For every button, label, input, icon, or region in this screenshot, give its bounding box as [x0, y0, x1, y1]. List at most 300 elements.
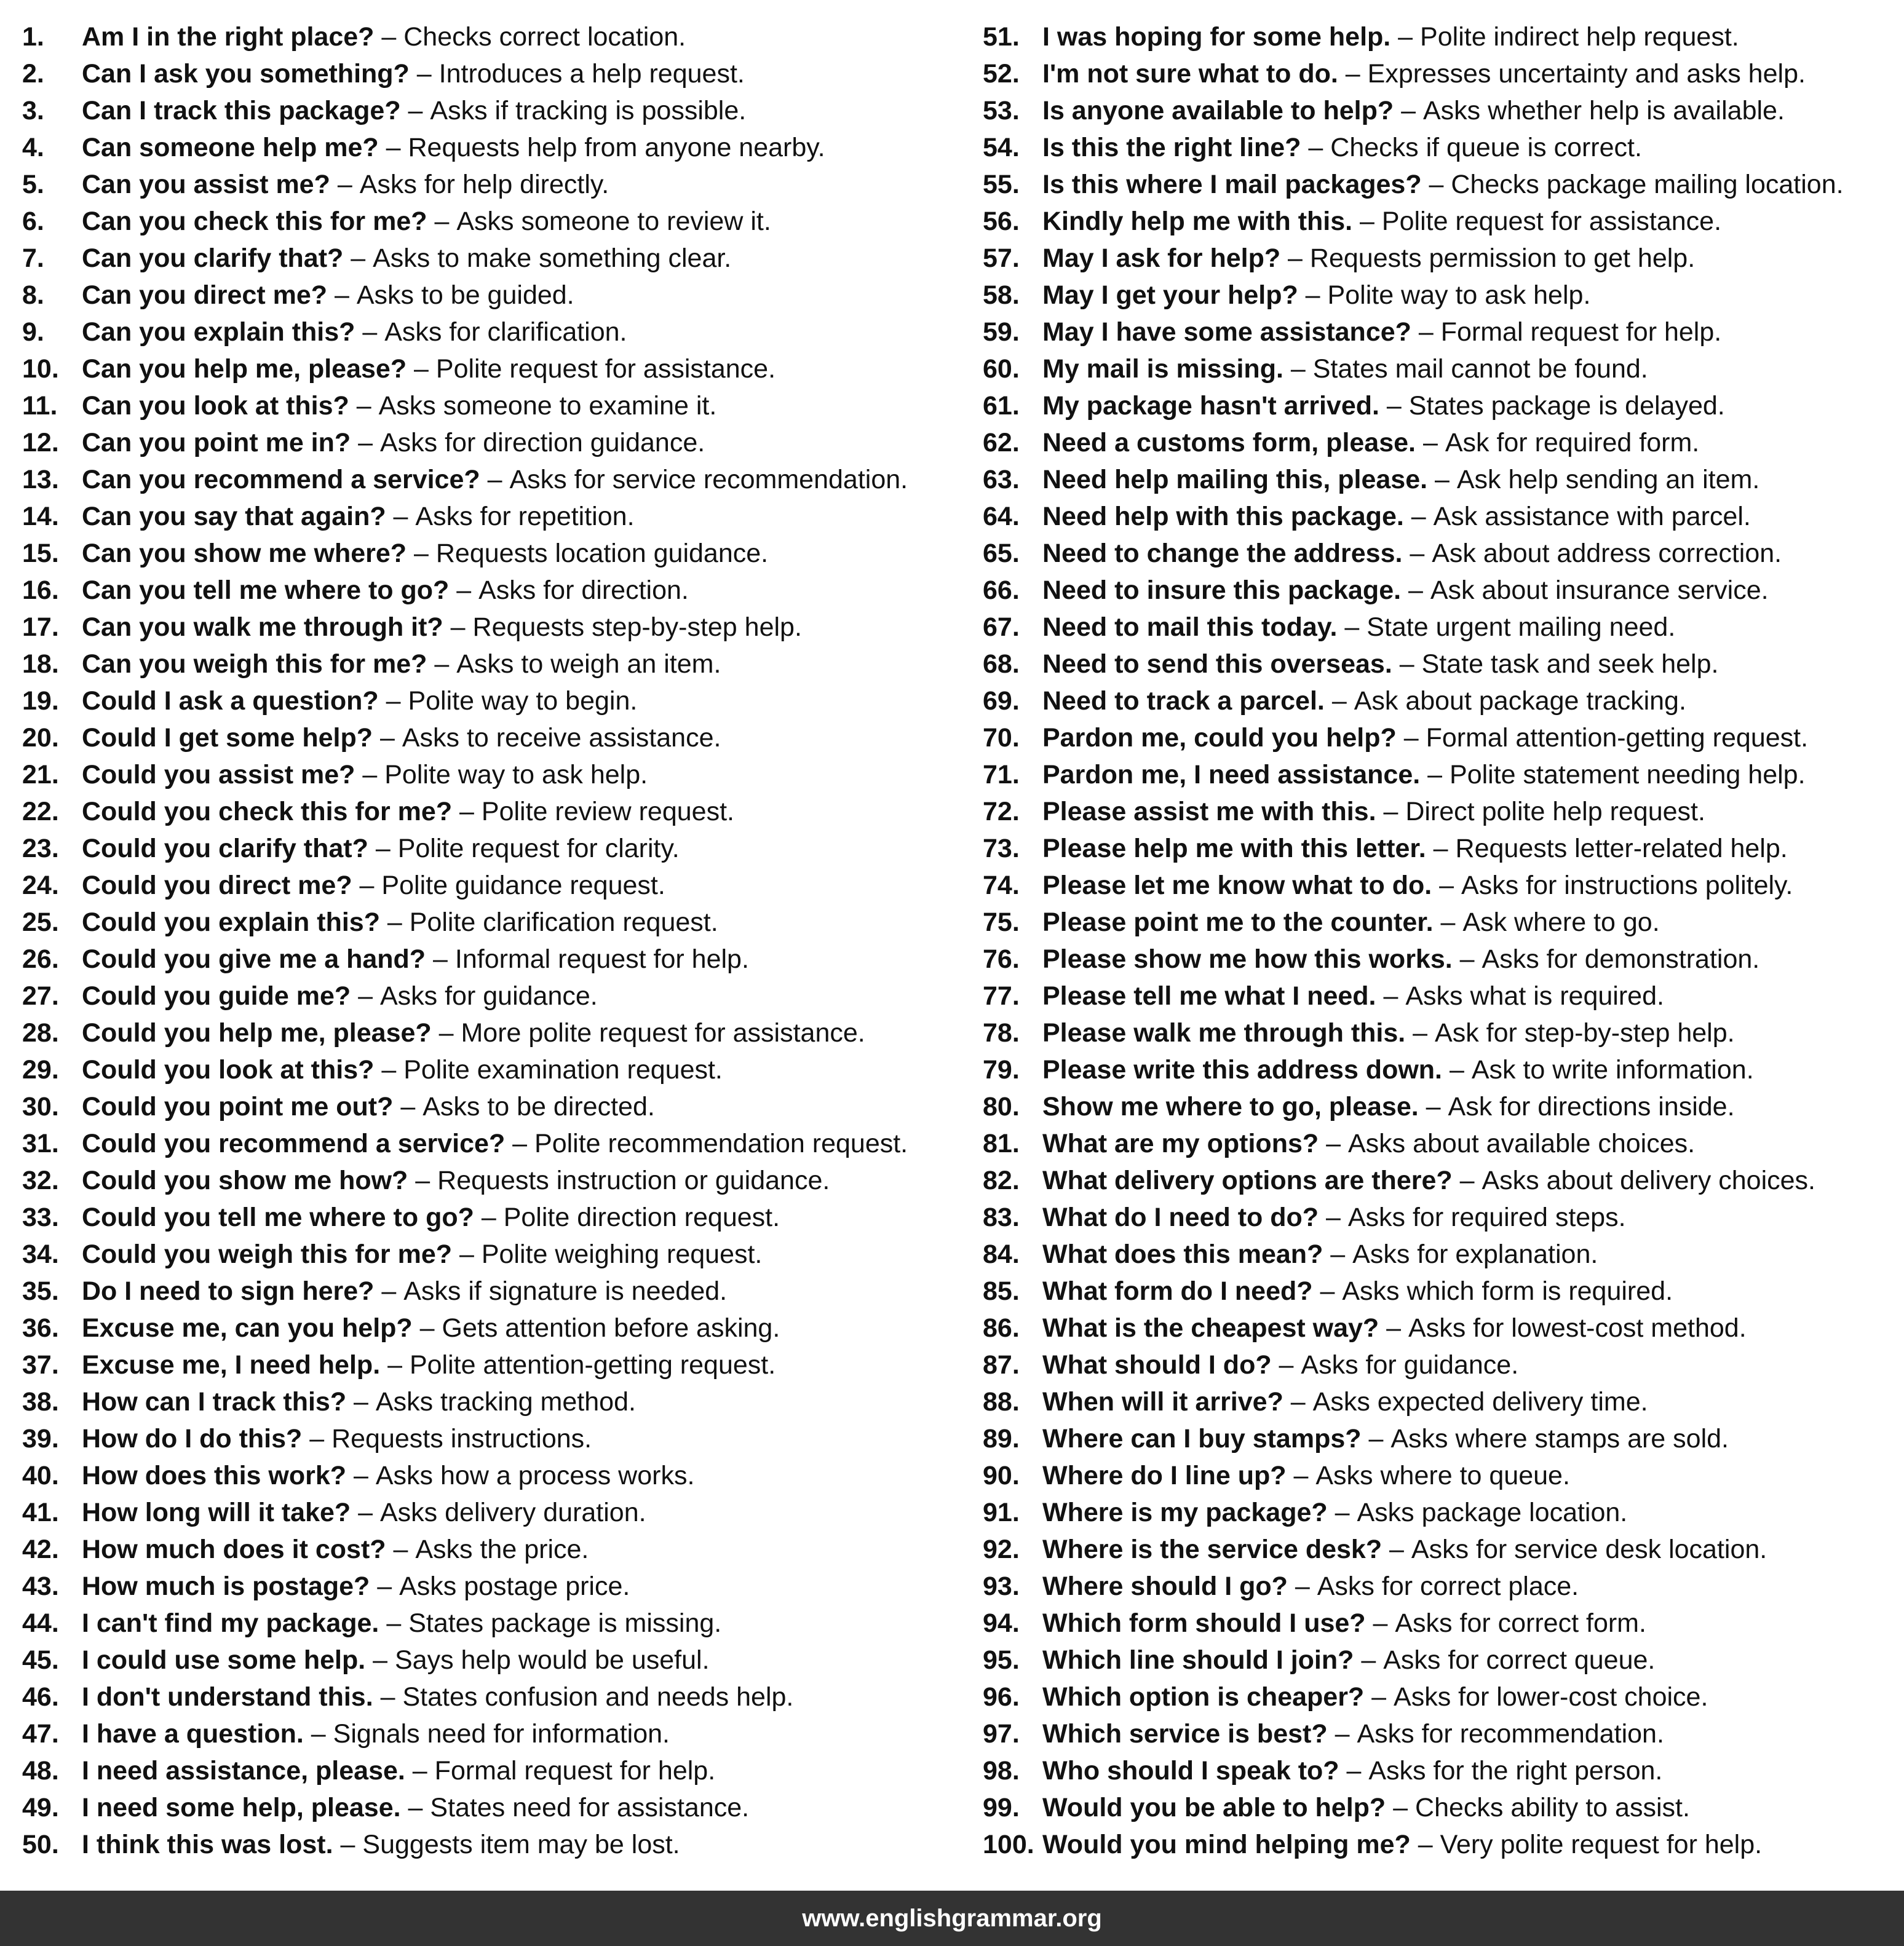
item-number: 10.	[22, 354, 59, 384]
item-description: States confusion and needs help.	[402, 1682, 794, 1712]
item-separator: –	[1420, 759, 1450, 789]
item-number: 34.	[22, 1239, 59, 1269]
item-number: 4.	[22, 132, 44, 162]
item-number: 63.	[983, 464, 1020, 494]
item-phrase: Can I ask you something?	[82, 58, 410, 89]
item-phrase: Pardon me, I need assistance.	[1042, 759, 1421, 789]
item-number: 50.	[22, 1829, 59, 1859]
item-description: Ask to write information.	[1471, 1054, 1754, 1085]
item-phrase: How long will it take?	[82, 1497, 351, 1527]
list-item	[983, 719, 1899, 756]
item-number: 40.	[22, 1460, 59, 1490]
list-item	[22, 1051, 969, 1088]
item-separator: –	[1298, 280, 1328, 310]
item-separator: –	[1426, 833, 1456, 863]
item-number: 29.	[22, 1054, 59, 1085]
item-separator: –	[412, 1313, 442, 1343]
list-item	[22, 1420, 969, 1457]
list-item	[983, 240, 1899, 277]
item-separator: –	[1418, 1091, 1448, 1121]
item-description: Ask about package tracking.	[1354, 686, 1686, 716]
list-item	[983, 1826, 1899, 1863]
item-number: 59.	[983, 317, 1020, 347]
item-description: Asks for instructions politely.	[1461, 870, 1793, 900]
item-separator: –	[352, 870, 382, 900]
list-item	[22, 1494, 969, 1531]
list-item	[22, 1088, 969, 1125]
item-separator: –	[393, 1091, 423, 1121]
list-item	[983, 756, 1899, 793]
item-separator: –	[452, 796, 482, 826]
list-item	[983, 1051, 1899, 1088]
list-item	[22, 1568, 969, 1605]
item-separator: –	[405, 1755, 435, 1786]
item-phrase: I need assistance, please.	[82, 1755, 405, 1786]
item-separator: –	[1410, 1829, 1440, 1859]
item-separator: –	[426, 944, 455, 974]
item-description: Ask about address correction.	[1432, 538, 1782, 568]
item-separator: –	[370, 1571, 400, 1601]
list-item	[22, 756, 969, 793]
list-item	[983, 1457, 1899, 1494]
item-description: Asks delivery duration.	[380, 1497, 646, 1527]
item-description: Polite statement needing help.	[1450, 759, 1806, 789]
list-item	[22, 18, 969, 55]
item-description: Polite request for clarity.	[397, 833, 680, 863]
list-item	[22, 92, 969, 129]
item-number: 36.	[22, 1313, 59, 1343]
item-number: 2.	[22, 58, 44, 89]
item-description: Checks package mailing location.	[1451, 169, 1844, 199]
item-phrase: Where is my package?	[1042, 1497, 1328, 1527]
item-phrase: Can you say that again?	[82, 501, 386, 531]
list-item	[22, 830, 969, 867]
item-description: States package is missing.	[408, 1608, 722, 1638]
list-item	[22, 904, 969, 941]
item-description: Polite weighing request.	[481, 1239, 763, 1269]
item-separator: –	[1386, 1792, 1416, 1822]
list-item	[983, 1715, 1899, 1752]
item-separator: –	[351, 981, 380, 1011]
item-number: 69.	[983, 686, 1020, 716]
item-phrase: Where should I go?	[1042, 1571, 1288, 1601]
list-item	[22, 1199, 969, 1236]
item-phrase: Could you give me a hand?	[82, 944, 426, 974]
item-separator: –	[386, 1534, 416, 1564]
item-description: Polite clarification request.	[409, 907, 718, 937]
list-item	[983, 1236, 1899, 1273]
item-phrase: I think this was lost.	[82, 1829, 333, 1859]
item-number: 100.	[983, 1829, 1034, 1859]
item-phrase: Need help mailing this, please.	[1042, 464, 1428, 494]
item-description: Formal request for help.	[434, 1755, 716, 1786]
item-description: Asks for direction guidance.	[379, 427, 705, 457]
item-description: Asks tracking method.	[375, 1386, 636, 1417]
list-item	[22, 793, 969, 830]
item-separator: –	[1280, 243, 1310, 273]
item-description: Signals need for information.	[333, 1719, 670, 1749]
item-phrase: Need to change the address.	[1042, 538, 1403, 568]
item-phrase: Which line should I join?	[1042, 1645, 1354, 1675]
item-number: 61.	[983, 390, 1020, 421]
item-phrase: Could you direct me?	[82, 870, 352, 900]
item-number: 56.	[983, 206, 1020, 236]
item-number: 47.	[22, 1719, 59, 1749]
item-separator: –	[1411, 317, 1441, 347]
item-description: Asks if tracking is possible.	[430, 95, 747, 125]
item-description: State task and seek help.	[1421, 649, 1719, 679]
item-phrase: Need to insure this package.	[1042, 575, 1402, 605]
item-number: 31.	[22, 1128, 59, 1158]
item-separator: –	[1312, 1276, 1343, 1306]
list-item	[22, 978, 969, 1015]
item-phrase: What do I need to do?	[1042, 1202, 1319, 1232]
item-phrase: Can someone help me?	[82, 132, 379, 162]
list-item	[22, 1752, 969, 1789]
item-description: Asks for correct form.	[1395, 1608, 1646, 1638]
item-phrase: Could you assist me?	[82, 759, 355, 789]
list-item	[22, 350, 969, 387]
item-description: Asks for explanation.	[1352, 1239, 1598, 1269]
item-description: Asks to receive assistance.	[402, 722, 721, 753]
item-separator: –	[346, 1460, 376, 1490]
item-description: Asks for lower-cost choice.	[1394, 1682, 1708, 1712]
item-number: 97.	[983, 1719, 1020, 1749]
item-description: Polite indirect help request.	[1420, 22, 1739, 52]
item-description: Asks for direction.	[478, 575, 689, 605]
item-separator: –	[368, 833, 398, 863]
item-phrase: How can I track this?	[82, 1386, 347, 1417]
item-number: 88.	[983, 1386, 1020, 1417]
item-separator: –	[1382, 1534, 1411, 1564]
item-description: Asks where stamps are sold.	[1390, 1423, 1729, 1454]
item-phrase: May I have some assistance?	[1042, 317, 1411, 347]
item-number: 53.	[983, 95, 1020, 125]
list-item	[22, 646, 969, 682]
item-number: 37.	[22, 1350, 59, 1380]
item-separator: –	[1339, 1755, 1369, 1786]
item-description: Polite direction request.	[503, 1202, 780, 1232]
item-description: Asks whether help is available.	[1422, 95, 1785, 125]
list-item	[983, 793, 1899, 830]
item-phrase: I could use some help.	[82, 1645, 366, 1675]
list-item	[983, 277, 1899, 314]
item-phrase: Would you be able to help?	[1042, 1792, 1386, 1822]
item-separator: –	[378, 132, 408, 162]
item-phrase: Can you assist me?	[82, 169, 330, 199]
item-separator: –	[505, 1128, 535, 1158]
item-separator: –	[330, 169, 360, 199]
item-phrase: Can you tell me where to go?	[82, 575, 450, 605]
item-number: 76.	[983, 944, 1020, 974]
item-number: 21.	[22, 759, 59, 789]
item-phrase: Please point me to the counter.	[1042, 907, 1434, 937]
item-phrase: Can I track this package?	[82, 95, 401, 125]
list-item	[983, 1125, 1899, 1162]
item-description: Informal request for help.	[454, 944, 749, 974]
item-separator: –	[1390, 22, 1421, 52]
item-description: Requests help from anyone nearby.	[408, 132, 825, 162]
item-number: 49.	[22, 1792, 59, 1822]
item-separator: –	[407, 354, 436, 384]
item-separator: –	[379, 907, 410, 937]
item-description: Polite request for assistance.	[435, 354, 776, 384]
item-number: 22.	[22, 796, 59, 826]
item-number: 89.	[983, 1423, 1020, 1454]
item-description: Asks for the right person.	[1368, 1755, 1663, 1786]
item-separator: –	[443, 612, 473, 642]
item-phrase: I don't understand this.	[82, 1682, 373, 1712]
list-item	[22, 314, 969, 350]
item-description: Asks for recommendation.	[1357, 1719, 1664, 1749]
item-separator: –	[1401, 575, 1430, 605]
item-phrase: Could you tell me where to go?	[82, 1202, 474, 1232]
item-phrase: How do I do this?	[82, 1423, 303, 1454]
item-separator: –	[1324, 686, 1354, 716]
item-description: Asks for guidance.	[1301, 1350, 1519, 1380]
item-separator: –	[374, 1276, 404, 1306]
item-description: Asks postage price.	[399, 1571, 630, 1601]
item-number: 65.	[983, 538, 1020, 568]
item-description: Expresses uncertainty and asks help.	[1367, 58, 1806, 89]
item-description: Formal request for help.	[1440, 317, 1722, 347]
item-separator: –	[374, 1054, 404, 1085]
item-phrase: Could you look at this?	[82, 1054, 375, 1085]
item-phrase: What are my options?	[1042, 1128, 1319, 1158]
item-separator: –	[1365, 1608, 1395, 1638]
list-item	[983, 830, 1899, 867]
list-item	[22, 1347, 969, 1383]
item-phrase: Please assist me with this.	[1042, 796, 1376, 826]
item-separator: –	[351, 1497, 380, 1527]
item-description: Requests step-by-step help.	[472, 612, 802, 642]
item-phrase: Please help me with this letter.	[1042, 833, 1426, 863]
item-phrase: Can you walk me through it?	[82, 612, 443, 642]
item-description: Asks for guidance.	[379, 981, 598, 1011]
item-separator: –	[1452, 1165, 1482, 1195]
item-number: 20.	[22, 722, 59, 753]
list-item	[983, 424, 1899, 461]
item-phrase: Could you recommend a service?	[82, 1128, 506, 1158]
item-number: 83.	[983, 1202, 1020, 1232]
item-separator: –	[349, 390, 379, 421]
item-separator: –	[355, 317, 385, 347]
item-number: 16.	[22, 575, 59, 605]
item-description: Polite request for assistance.	[1381, 206, 1722, 236]
item-separator: –	[1394, 95, 1423, 125]
item-phrase: Can you direct me?	[82, 280, 328, 310]
item-number: 38.	[22, 1386, 59, 1417]
list-item	[983, 1015, 1899, 1051]
item-description: Asks about available choices.	[1347, 1128, 1696, 1158]
item-description: Ask for step-by-step help.	[1435, 1018, 1735, 1048]
list-item	[22, 1457, 969, 1494]
item-description: Polite review request.	[481, 796, 734, 826]
item-separator: –	[1403, 501, 1434, 531]
item-separator: –	[378, 686, 408, 716]
item-separator: –	[1354, 1645, 1384, 1675]
item-number: 7.	[22, 243, 44, 273]
list-item	[22, 129, 969, 166]
item-phrase: Could you weigh this for me?	[82, 1239, 452, 1269]
item-phrase: Can you look at this?	[82, 390, 349, 421]
item-separator: –	[407, 538, 436, 568]
item-separator: –	[449, 575, 479, 605]
list-item	[983, 978, 1899, 1015]
item-number: 80.	[983, 1091, 1020, 1121]
item-phrase: Could you clarify that?	[82, 833, 368, 863]
item-description: Polite way to begin.	[408, 686, 638, 716]
item-phrase: Can you recommend a service?	[82, 464, 480, 494]
item-number: 18.	[22, 649, 59, 679]
list-item	[983, 350, 1899, 387]
list-item	[983, 1494, 1899, 1531]
item-separator: –	[1379, 390, 1409, 421]
item-separator: –	[1433, 907, 1463, 937]
item-number: 45.	[22, 1645, 59, 1675]
item-description: Ask where to go.	[1462, 907, 1660, 937]
item-number: 6.	[22, 206, 44, 236]
item-description: Asks which form is required.	[1342, 1276, 1673, 1306]
item-description: Asks for correct queue.	[1383, 1645, 1656, 1675]
item-number: 70.	[983, 722, 1020, 753]
list-item	[983, 18, 1899, 55]
item-number: 11.	[22, 390, 58, 421]
item-description: Checks if queue is correct.	[1330, 132, 1642, 162]
item-number: 48.	[22, 1755, 59, 1786]
list-item	[983, 55, 1899, 92]
footer-website-link[interactable]: www.englishgrammar.org	[802, 1904, 1102, 1932]
item-number: 25.	[22, 907, 59, 937]
item-number: 15.	[22, 538, 59, 568]
list-item	[22, 461, 969, 498]
item-separator: –	[1416, 427, 1445, 457]
item-separator: –	[351, 427, 380, 457]
item-number: 35.	[22, 1276, 59, 1306]
list-item	[983, 904, 1899, 941]
item-separator: –	[427, 649, 457, 679]
item-separator: –	[1352, 206, 1382, 236]
item-phrase: What should I do?	[1042, 1350, 1272, 1380]
footer-bar	[0, 1891, 1904, 1946]
list-item	[983, 572, 1899, 609]
item-phrase: Do I need to sign here?	[82, 1276, 375, 1306]
item-phrase: Which form should I use?	[1042, 1608, 1366, 1638]
item-phrase: Can you weigh this for me?	[82, 649, 427, 679]
item-phrase: Could you guide me?	[82, 981, 351, 1011]
item-description: Formal attention-getting request.	[1426, 722, 1809, 753]
item-phrase: I'm not sure what to do.	[1042, 58, 1338, 89]
item-description: Requests letter-related help.	[1455, 833, 1788, 863]
item-separator: –	[1327, 1497, 1357, 1527]
list-item	[22, 535, 969, 572]
item-separator: –	[1271, 1350, 1301, 1380]
item-separator: –	[1301, 132, 1331, 162]
item-phrase: May I ask for help?	[1042, 243, 1281, 273]
item-description: Says help would be useful.	[394, 1645, 710, 1675]
list-item	[22, 1125, 969, 1162]
item-number: 17.	[22, 612, 59, 642]
item-separator: –	[408, 1165, 438, 1195]
item-description: Checks correct location.	[403, 22, 686, 52]
item-separator: –	[355, 759, 385, 789]
list-item	[22, 387, 969, 424]
item-separator: –	[400, 95, 430, 125]
item-number: 62.	[983, 427, 1020, 457]
item-separator: –	[1319, 1128, 1348, 1158]
item-phrase: Where is the service desk?	[1042, 1534, 1382, 1564]
item-number: 90.	[983, 1460, 1020, 1490]
list-item	[22, 498, 969, 535]
item-number: 14.	[22, 501, 59, 531]
item-description: Asks for help directly.	[359, 169, 609, 199]
item-phrase: Could you check this for me?	[82, 796, 453, 826]
item-description: States package is delayed.	[1408, 390, 1725, 421]
item-number: 78.	[983, 1018, 1020, 1048]
item-phrase: Am I in the right place?	[82, 22, 375, 52]
item-number: 27.	[22, 981, 59, 1011]
item-separator: –	[1452, 944, 1482, 974]
item-separator: –	[409, 58, 439, 89]
list-item	[983, 1642, 1899, 1679]
item-number: 23.	[22, 833, 59, 863]
item-description: More polite request for assistance.	[461, 1018, 865, 1048]
item-number: 82.	[983, 1165, 1020, 1195]
list-item	[983, 1347, 1899, 1383]
item-number: 24.	[22, 870, 59, 900]
item-description: Requests permission to get help.	[1309, 243, 1696, 273]
list-item	[983, 535, 1899, 572]
item-separator: –	[1427, 464, 1457, 494]
item-number: 91.	[983, 1497, 1020, 1527]
item-number: 99.	[983, 1792, 1020, 1822]
item-separator: –	[1376, 796, 1406, 826]
list-item	[983, 1568, 1899, 1605]
item-description: Polite way to ask help.	[384, 759, 648, 789]
item-description: Asks for required steps.	[1347, 1202, 1626, 1232]
item-number: 42.	[22, 1534, 59, 1564]
item-number: 86.	[983, 1313, 1020, 1343]
item-number: 92.	[983, 1534, 1020, 1564]
list-item	[22, 867, 969, 904]
item-separator: –	[1338, 58, 1368, 89]
item-phrase: What is the cheapest way?	[1042, 1313, 1379, 1343]
item-phrase: Can you help me, please?	[82, 354, 407, 384]
list-item	[22, 1789, 969, 1826]
list-item	[983, 1310, 1899, 1347]
item-number: 66.	[983, 575, 1020, 605]
item-phrase: I have a question.	[82, 1719, 304, 1749]
list-item	[983, 1752, 1899, 1789]
item-description: Polite attention-getting request.	[409, 1350, 776, 1380]
item-description: Polite examination request.	[403, 1054, 723, 1085]
list-item	[983, 1605, 1899, 1642]
item-separator: –	[1379, 1313, 1409, 1343]
list-item	[22, 55, 969, 92]
list-item	[22, 1826, 969, 1863]
item-separator: –	[1442, 1054, 1472, 1085]
item-phrase: Can you explain this?	[82, 317, 355, 347]
item-separator: –	[1376, 981, 1406, 1011]
list-item	[983, 1273, 1899, 1310]
list-item	[983, 941, 1899, 978]
item-description: Very polite request for help.	[1440, 1829, 1763, 1859]
item-phrase: Which service is best?	[1042, 1719, 1328, 1749]
list-item	[22, 1273, 969, 1310]
item-phrase: Please walk me through this.	[1042, 1018, 1406, 1048]
item-phrase: Need to send this overseas.	[1042, 649, 1392, 679]
item-description: Asks someone to examine it.	[378, 390, 717, 421]
